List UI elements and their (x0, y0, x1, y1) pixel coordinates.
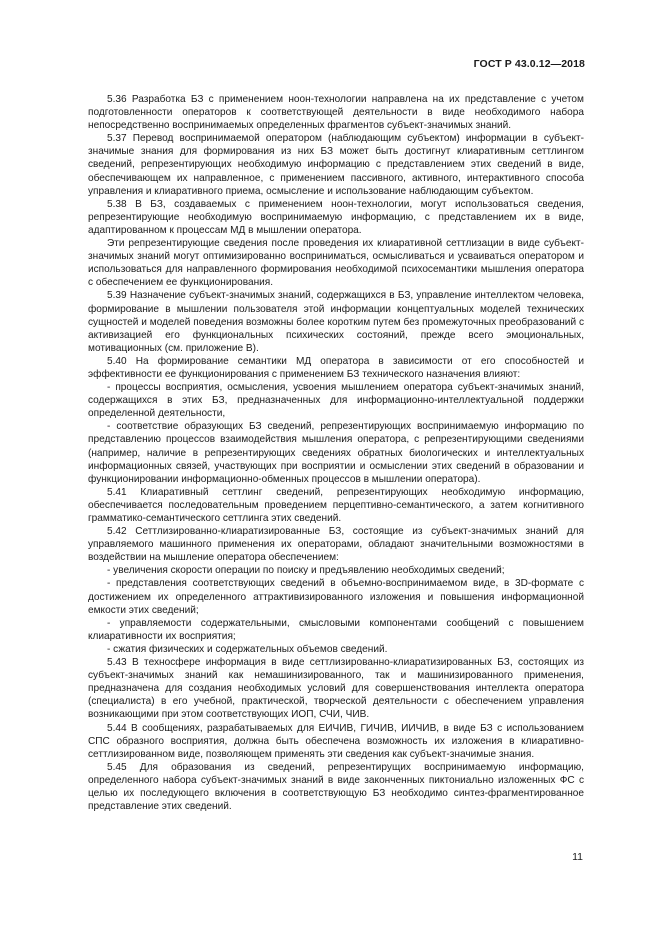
paragraph-5-38-continued: Эти репрезентирующие сведения после проведения их клиаративной сеттлизации в виде субъект-значимых знаний могут оптимизированно восприниматься, осмысливаться и усваиваться оператором и использоваться для направленного формирования необходимой психосемантики мышления оператора с обеспечением ее функционирования. (88, 238, 584, 289)
page-number: 11 (572, 851, 583, 863)
paragraph-5-41: 5.41 Клиаративный сеттлинг сведений, репрезентирующих необходимую информацию, обеспечивается последовательным проведением перцептивно-семантического, а затем когнитивного грамматико-семантического сеттлинга этих сведений. (88, 486, 584, 524)
list-item: - увеличения скорости операции по поиску и предъявлению необходимых сведений; (107, 565, 505, 577)
paragraph-5-42: 5.42 Сеттлизированно-клиаратизированные БЗ, состоящие из субъект-значимых знаний для управляемого машинного применения их операторами, обладают значительными возможностями в воздействии на мышление оператора обеспечением: (88, 526, 584, 564)
document-body (88, 93, 584, 813)
paragraph-5-40: 5.40 На формирование семантики МД оператора в зависимости от его способностей и эффективности ее функционирования с применением БЗ технического назначения влияют: (88, 355, 584, 380)
paragraph-5-39: 5.39 Назначение субъект-значимых знаний, содержащихся в БЗ, управление интеллектом человека, формирование в мышлении пользователя этой информации концептуальных моделей технических сущностей и моделей поведения возможны более коротким путем без промежуточных преобразований с активизацией его функциональных психических состояний, прежде всего эмоциональных, мотивационных (см. приложение В). (88, 290, 584, 354)
list-item: - процессы восприятия, осмысления, усвоения мышлением оператора субъект-значимых знаний, содержащихся в этих БЗ, предназначенных для информационно-интеллектуальной поддержки определенной деятельности, (88, 382, 584, 420)
list-item: - сжатия физических и содержательных объемов сведений. (107, 643, 388, 655)
paragraph-5-43: 5.43 В техносфере информация в виде сеттлизированно-клиаратизированных БЗ, состоящих из субъект-значимых знаний как немашинизированного, так и машинизированного применения, предназначена для создания необходимых условий для совершенствования интеллекта оператора (специалиста) в его учебной, практической, творческой деятельности с обеспечением управления возникающими при этом соответствующих ИОП, СЧИ, ЧИВ. (88, 657, 584, 721)
paragraph-5-36: 5.36 Разработка БЗ с применением ноон-технологии направлена на их представление с учетом подготовленности операторов к соответствующей деятельности в виде необходимого набора непосредственно воспринимаемых определенных фрагментов субъект-значимых знаний. (88, 94, 584, 132)
document-designation: ГОСТ Р 43.0.12—2018 (473, 58, 585, 70)
list-item: - соответствие образующих БЗ сведений, репрезентирующих воспринимаемую информацию по представлению процессов взаимодействия мышления оператора, с репрезентирующими сведениями (например, наличие в репрезентирующих сведениях обратных биологических и интеллектуальных информационных связей, участвующих при восприятии и осмыслении этих сведений в образовании и функционировании информационно-обменных процессов в мышлении оператора). (88, 421, 584, 485)
paragraph-5-45: 5.45 Для образования из сведений, репрезентирущих воспринимаемую информацию, определенного набора субъект-значимых знаний в виде законченных пиктониально изложенных ФС с целью их последующего включения в соответствующую БЗ необходимо синтез-фрагментированное представление этих сведений. (88, 761, 584, 813)
paragraph-5-44: 5.44 В сообщениях, разрабатываемых для ЕИЧИВ, ГИЧИВ, ИИЧИВ, в виде БЗ с использованием СПС образного восприятия, должна быть обеспечена возможность их изложения в клиаративно-сеттлизированном виде, позволяющем применять эти сведения как субъект-значимые знания. (88, 722, 584, 760)
paragraph-5-37: 5.37 Перевод воспринимаемой оператором (наблюдающим субъектом) информации в субъект-значимые знания для формирования из них БЗ может быть достигнут клиаративным сеттлингом сведений, репрезентирующих необходимую информацию с представлением этих сведений в виде, обеспечивающем их направленное, с применением пассивного, активного, интерактивного способа управления и клиаративного приема, осмысление и использование наблюдающим субъектом. (88, 133, 584, 197)
paragraph-5-38: 5.38 В БЗ, создаваемых с применением ноон-технологии, могут использоваться сведения, репрезентирующие необходимую воспринимаемую информацию, с представлением их в виде, адаптированном к процессам МД в мышлении оператора. (88, 198, 584, 236)
list-item: - представления соответствующих сведений в объемно-воспринимаемом виде, в 3D-формате с достижением их определенного аттрактивизированного изложения и повышения информационной емкости этих сведений; (88, 578, 584, 616)
list-item: - управляемости содержательными, смысловыми компонентами сообщений с повышением клиаративности их восприятия; (88, 617, 584, 642)
